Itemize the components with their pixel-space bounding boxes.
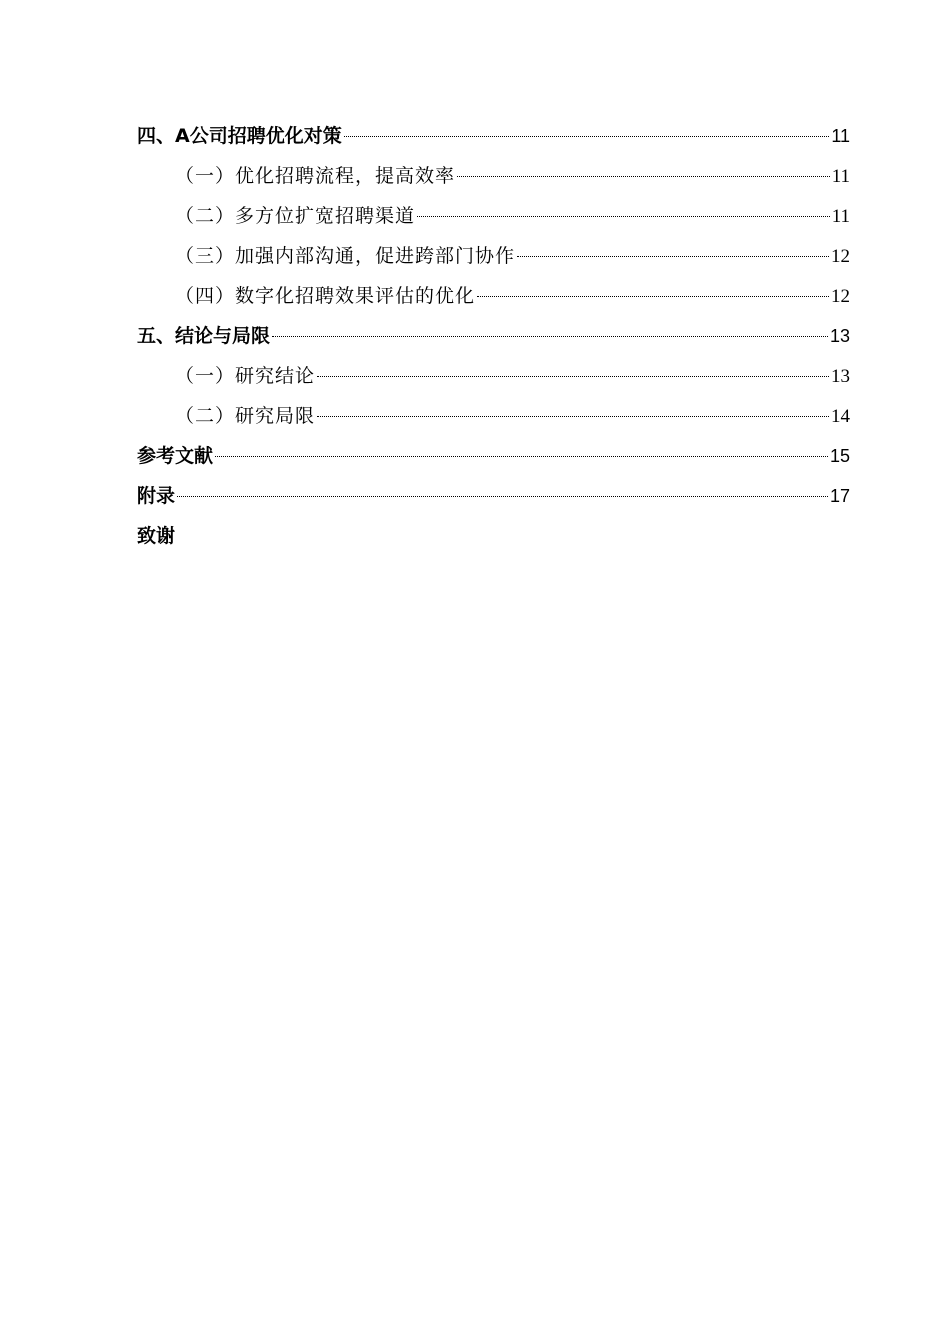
toc-dot-leader xyxy=(215,456,828,457)
toc-entry[interactable] xyxy=(137,196,850,236)
toc-entry-title: 参考文献 xyxy=(137,445,214,467)
toc-dot-leader xyxy=(177,496,828,497)
toc-entry-title: 五、结论与局限 xyxy=(137,325,271,347)
toc-entry-page: 13 xyxy=(829,326,850,346)
toc-entry-page: 15 xyxy=(829,446,850,466)
toc-entry[interactable] xyxy=(137,316,850,356)
toc-dot-leader xyxy=(317,416,829,417)
toc-entry-page: 11 xyxy=(831,126,850,146)
toc-entry-title: （三）加强内部沟通，促进跨部门协作 xyxy=(175,245,516,267)
toc-entry-title: 附录 xyxy=(137,485,176,507)
toc-entry[interactable] xyxy=(137,276,850,316)
toc-dot-leader xyxy=(272,336,828,337)
toc-entry-page: 12 xyxy=(831,286,850,307)
toc-entry[interactable] xyxy=(137,236,850,276)
toc-entry[interactable] xyxy=(137,356,850,396)
toc-entry-title: （一）研究结论 xyxy=(175,365,316,387)
toc-entry-title: 致谢 xyxy=(137,525,176,547)
toc-entry[interactable] xyxy=(137,476,850,516)
toc-entry[interactable] xyxy=(137,116,850,156)
toc-entry-title: （二）多方位扩宽招聘渠道 xyxy=(175,205,416,227)
toc-entry-page: 11 xyxy=(831,206,850,227)
toc-entry[interactable] xyxy=(137,516,850,556)
toc-dot-leader xyxy=(317,376,829,377)
table-of-contents xyxy=(137,116,850,556)
toc-dot-leader xyxy=(417,216,830,217)
toc-entry-title: 四、A公司招聘优化对策 xyxy=(137,125,342,147)
toc-dot-leader xyxy=(517,256,829,257)
toc-entry-page: 14 xyxy=(831,406,850,427)
toc-dot-leader xyxy=(344,136,830,137)
toc-dot-leader xyxy=(477,296,829,297)
toc-entry[interactable] xyxy=(137,436,850,476)
toc-entry-page: 13 xyxy=(831,366,850,387)
toc-entry-title: （二）研究局限 xyxy=(175,405,316,427)
toc-entry[interactable] xyxy=(137,396,850,436)
toc-entry-title: （四）数字化招聘效果评估的优化 xyxy=(175,285,476,307)
toc-dot-leader xyxy=(457,176,830,177)
toc-entry-page: 12 xyxy=(831,246,850,267)
toc-entry-title: （一）优化招聘流程，提高效率 xyxy=(175,165,456,187)
toc-entry-page: 11 xyxy=(831,166,850,187)
toc-entry[interactable] xyxy=(137,156,850,196)
toc-entry-page: 17 xyxy=(829,486,850,506)
